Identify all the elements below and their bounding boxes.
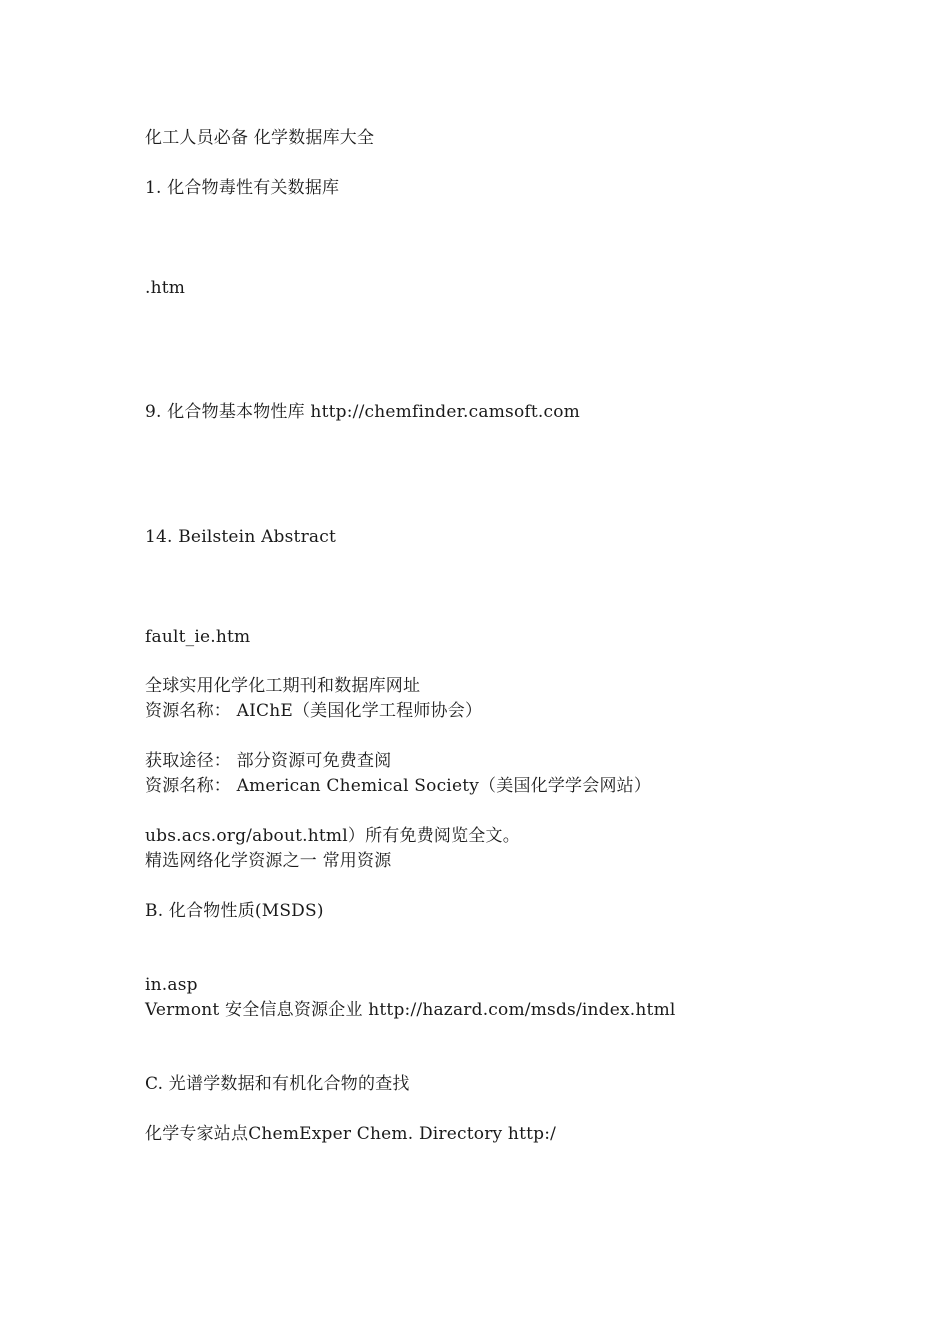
list-item-chemfinder: 9. 化合物基本物性库 http://chemfinder.camsoft.com — [145, 402, 580, 422]
list-item-beilstein: 14. Beilstein Abstract — [145, 527, 337, 547]
access-method-line: 获取途径： 部分资源可免费查阅 — [145, 751, 392, 771]
resource-name-acs: 资源名称： American Chemical Society（美国化学学会网站） — [145, 776, 652, 796]
list-item-chemexper: 化学专家站点ChemExper Chem. Directory http:/ — [145, 1124, 557, 1144]
document-title: 化工人员必备 化学数据库大全 — [145, 128, 375, 148]
text-fragment-asp: in.asp — [145, 975, 198, 995]
section-heading-common-resources: 精选网络化学资源之一 常用资源 — [145, 851, 392, 871]
resource-name-aiche: 资源名称： AIChE（美国化学工程师协会） — [145, 701, 483, 721]
section-heading-spectroscopy: C. 光谱学数据和有机化合物的查找 — [145, 1074, 410, 1094]
section-heading-msds: B. 化合物性质(MSDS) — [145, 901, 324, 921]
list-item-vermont: Vermont 安全信息资源企业 http://hazard.com/msds/index.html — [145, 1000, 676, 1020]
text-fragment-acs-url: ubs.acs.org/about.html）所有免费阅览全文。 — [145, 826, 520, 846]
section-heading-journals: 全球实用化学化工期刊和数据库网址 — [145, 676, 421, 696]
section-heading-toxicity-db: 1. 化合物毒性有关数据库 — [145, 178, 340, 198]
text-fragment-default-ie: fault_ie.htm — [145, 627, 251, 647]
text-fragment-htm: .htm — [145, 278, 186, 298]
